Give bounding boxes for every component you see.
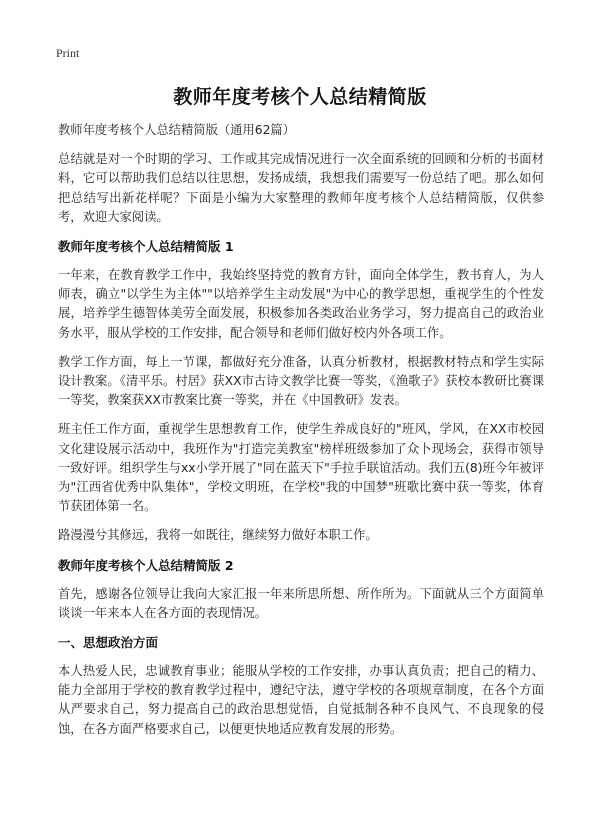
section-2-subheading: 一、思想政治方面 [58,635,159,651]
page-title: 教师年度考核个人总结精简版 [173,86,427,108]
print-link[interactable]: Print [56,46,80,60]
section-1-paragraph-1: 一年来，在教育教学工作中，我始终坚持党的教育方针，面向全体学生，教书育人，为人师表，确立"以学生为主体""以培养学生主动发展"为中心的教学思想，重视学生的个性发展，培养学生德智体美劳全面发展，积极参加各类政治业务学习，努力提高自己的政治业务水平，服从学校的工作安排，配合领导和老师们做好校内外各项工作。 [58,268,544,340]
section-2-paragraph-1: 首先，感谢各位领导让我向大家汇报一年来所思所想、所作所为。下面就从三个方面简单谈谈一年来本人在各方面的表现情况。 [58,586,544,620]
section-2-sub-paragraph-1: 本人热爱人民，忠诚教育事业；能服从学校的工作安排，办事认真负责；把自己的精力、能力全部用于学校的教育教学过程中，遵纪守法，遵守学校的各项规章制度，在各个方面从严要求自己，努力提高自己的政治思想觉悟，自觉抵制各种不良风气、不良现象的侵蚀，在各方面严格要求自己，以便更快地适应教育发展的形势。 [58,664,544,736]
section-1-paragraph-4: 路漫漫兮其修远，我将一如既往，继续努力做好本职工作。 [58,528,378,543]
section-1-paragraph-2: 教学工作方面，每上一节课，都做好充分准备，认真分析教材，根据教材特点和学生实际设计教案。《清平乐。村居》获XX市古诗文教学比赛一等奖，《渔歌子》获校本教研比赛课一等奖，教案获XX市教案比赛一等奖，并在《中国教研》发表。 [58,354,544,408]
section-1-paragraph-3: 班主任工作方面，重视学生思想教育工作，使学生养成良好的"班风，学风，在XX市校园文化建设展示活动中，我班作为"打造完美教室"榜样班级参加了众卜现场会，获得市领导一致好评。组织学生与xx小学开展了"同在蓝天下"手拉手联谊活动。我们五(8)班今年被评为"江西省优秀中队集体"，学校文明班，在学校"我的中国梦"班歌比赛中获一等奖，体育节获团体第一名。 [58,422,544,514]
section-2-heading: 教师年度考核个人总结精简版 2 [58,557,234,573]
document-body [58,121,544,749]
section-1-heading: 教师年度考核个人总结精简版 1 [58,239,234,255]
intro-paragraph: 总结就是对一个时期的学习、工作或其完成情况进行一次全面系统的回顾和分析的书面材料，它可以帮助我们总结以往思想，发扬成绩，我想我们需要写一份总结了吧。那么如何把总结写出新花样呢？下面是小编为大家整理的教师年度考核个人总结精简版，仅供参考，欢迎大家阅读。 [58,152,544,224]
document-subtitle: 教师年度考核个人总结精简版（通用62篇） [58,123,295,137]
